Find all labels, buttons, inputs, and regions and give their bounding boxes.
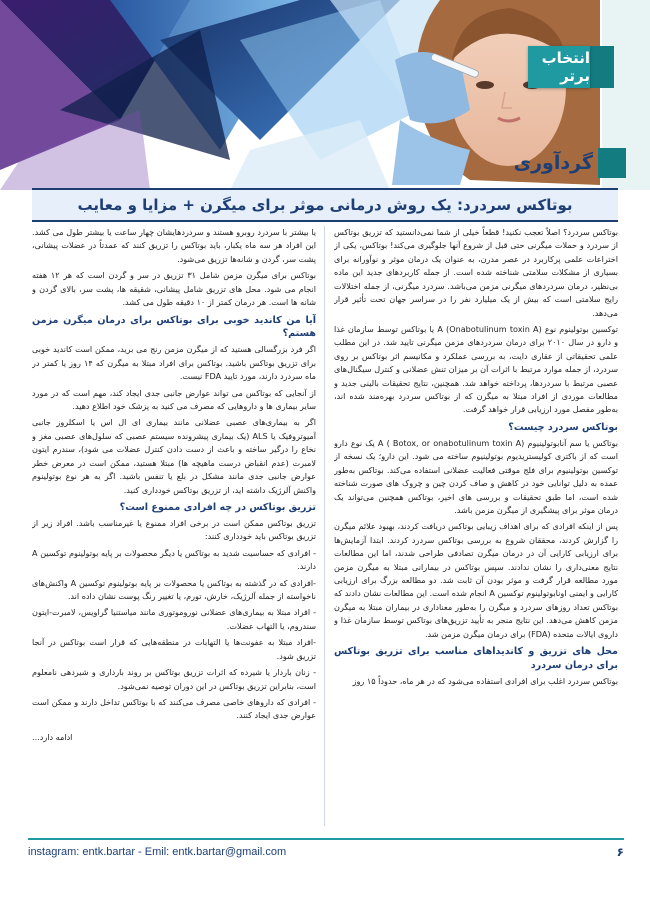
paragraph: از آنجایی که بوتاکس می تواند عوارض جانبی جدی ایجاد کند، مهم است که در مورد سایر بیماری ها و داروهایی که مصرف می کنید به پزشک خود اطلاع دهید. bbox=[32, 387, 316, 412]
footer bbox=[28, 838, 624, 858]
page-number: ۶ bbox=[616, 845, 624, 859]
section-heading: تزریق بوتاکس در چه افرادی ممنوع است؟ bbox=[119, 501, 316, 513]
list-item: - زنان باردار یا شیرده که اثرات تزریق بوتاکس بر روند بارداری و شیردهی نامعلوم است، بنابراین تزریق بوتاکس در این دوران توصیه نمی‌شود. bbox=[32, 667, 316, 691]
paragraph: پس از اینکه افرادی که برای اهداف زیبایی بوتاکس دریافت کردند، بهبود علائم میگرن را گزارش کردند، محققان شروع به بررسی بوتاکس سردرد کردند. ابتدا آزمایش‌ها برای ارزیابی کارایی آن در درمان میگرن تصادفی طراحی شدند، اما این مطالعات نتایج معنی‌داری را نشان ندادند. سپس بوتاکس در بیمارانی مبتلا به میگرن مزمن مورد مطالعه قرار گرفت و موثر بودن آن ثابت شد. دو مطالعه بزرگ برای ارزیابی کارایی و ایمنی اونابوتولینوم توکسین A انجام شده است. این مطالعات نشان دادند که بوتاکس تعداد روزهای سردرد و میگرن را به‌طور معناداری در بیماران مبتلا به میگرن مزمن کاهش می‌دهد. این نتایج منجر به تأیید تزریق‌های بوتاکس توسط سازمان غذا و داروی ایالات متحده (FDA) برای درمان میگرن مزمن شد. bbox=[334, 521, 618, 639]
brand-ribbon bbox=[590, 46, 614, 88]
paragraph: بوتاکس برای میگرن مزمن شامل ۳۱ تزریق در سر و گردن است که هر ۱۲ هفته انجام می شود. محل های تزریق شامل پیشانی، شقیقه ها، پشت سر، بالای گردن و شانه ها است. هر درمان کمتر از ۱۰ دقیقه طول می کشد. bbox=[32, 270, 316, 308]
paragraph: تزریق بوتاکس ممکن است در برخی افراد ممنوع یا غیرمناسب باشد. افراد زیر از تزریق بوتاکس باید خودداری کنند: bbox=[32, 517, 316, 542]
right-column bbox=[334, 226, 618, 836]
continued-note: ادامه دارد... bbox=[32, 731, 73, 742]
section-heading: محل های تزریق و کاندیداهای مناسب برای تزریق بوتاکس برای درمان سردرد bbox=[334, 646, 618, 672]
paragraph: توکسین بوتولینوم نوع A (Onabotulinum toxin A) یا بوتاکس توسط سازمان غذا و دارو در سال ۲۰۱۰ برای درمان سردردهای مزمن میگرنی تایید شد. در این مطلب علمی تحقیقاتی از عقاری دایت، به بررسی عملکرد و مکانیسم اثر بوتاکس بر روی سردرد، از جمله موارد مرتبط با اثرات آن بر میزان تنش عضلانی و کنترل سیگنال‌های عصبی مرتبط با سردردها، پرداخته خواهد شد. همچنین، نتایج تحقیقات بالینی جدید و مطالعات موردی از افراد مبتلا به میگرن که از بوتاکس سردرد بهره‌مند شده اند، به‌طور مفصل مورد ارزیابی قرار خواهد گرفت. bbox=[334, 323, 618, 415]
list-item: - افرادی که حساسیت شدید به بوتاکس یا دیگر محصولات بر پایه بوتولینوم توکسین A دارند. bbox=[32, 547, 316, 572]
paragraph: اگر فرد بزرگسالی هستید که از میگرن مزمن رنج می برید، ممکن است کاندید خوبی برای تزریق بوتاکس باشید. بوتاکس برای افراد مبتلا به میگرن که ۱۴ روز یا کمتر در ماه سردرد دارند، مورد تایید FDA نیست. bbox=[32, 344, 316, 382]
section-heading: آیا من کاندید خوبی برای بوتاکس برای درمان میگرن مزمن هستم؟ bbox=[32, 314, 316, 340]
section-heading: بوتاکس سردرد چیست؟ bbox=[508, 421, 618, 433]
section-label: گردآوری bbox=[513, 152, 593, 174]
paragraph: بوتاکس یا سم آنابوتولینیوم A ( Botox, or onabotulinum toxin A) یک نوع دارو است که از باکتری کولیستریدیوم بوتولینیوم ساخته می شود. این دارو؛ یک نسخه از توکسین بوتولینیوم برای فلج موقتی فعالیت عضلانی استفاده می‌کند. بوتاکس به‌طور عمده به دلیل توانایی خود در کاهش و صاف کردن چین و چروک های صورت شناخته شده است، اما طبق تحقیقات و بررسی های اخیر، بوتاکس همچنین می‌تواند یک درمان موثر برای پیشگیری از میگرن مزمن باشد. bbox=[334, 437, 618, 515]
footer-contact: instagram: entk.bartar - Emil: entk.bartar@gmail.com bbox=[28, 846, 287, 858]
paragraph: بوتاکس سردرد اغلب برای افرادی استفاده می‌شود که در هر ماه، حدوداً ۱۵ روز bbox=[352, 675, 618, 686]
paragraph: اگر به بیماری‌های عصبی عضلانی مانند بیماری ای ال اس یا اسکلروز جانبی آمیوتروفیک یا ALS (یک بیماری پیشرونده سیستم عصبی که سلول‌های عصبی مغز و نخاع را درگیر ساخته و باعث از دست دادن کنترل عضلات می شود)، سندرم ایتون لامبرت (عدم انقباض درست ماهیچه ها) مبتلا هستید، ممکن است در معرض خطر عوارض جانبی جدی مانند مشکل در بلع یا تنفس باشید. اگر به هر نوع بوتولینوم واکنش آلرژیک داشته اید، از تزریق بوتاکس خودداری کنید. bbox=[32, 417, 316, 495]
brand-logo: انتخاب برتر bbox=[528, 46, 590, 88]
list-item: - افرادی که داروهای خاصی مصرف می‌کنند که با بوتاکس تداخل دارند و ممکن است عوارض جدی ایجاد کنند. bbox=[32, 696, 316, 721]
list-item: - افراد مبتلا به بیماری‌های عضلانی نوروموتوری مانند میاستنیا گراویس، لامبرت-ایتون سندروم، یا التهاب عضلات. bbox=[32, 607, 316, 631]
paragraph: بوتاکس سردرد؟ اصلاً تعجب نکنید! قطعاً خیلی از شما نمی‌دانستید که تزریق بوتاکس از سردرد و حملات میگرنی حتی قبل از شروع آنها جلوگیری می‌کند! بوتاکس، یکی از اختراعات علمی پرکاربرد در عصر مدرن، به عنوان یک درمان موثر و نوآورانه برای بسیاری از مشکلات سلامتی شناخته شده است. از جمله کاربردهای جدید این ماده بی‌نظیر، درمان سردردهای میگرنی مزمن می‌باشد. سردرد میگرنی، از جمله اختلالات رایج سلامتی است که بیش از یک میلیارد نفر را در سراسر جهان تحت تأثیر قرار می‌دهد. bbox=[334, 227, 618, 318]
paragraph: یا بیشتر با سردرد روبرو هستند و سردردهایشان چهار ساعت یا بیشتر طول می کشد. این افراد هر سه ماه یکبار، باید بوتاکس را تزریق کنند که عمدتاً در عضلات پیشانی، پشت سر، گردن و شانه‌ها تزریق می‌شود. bbox=[32, 227, 316, 264]
list-item: -افراد مبتلا به عفونت‌ها یا التهابات در منطقه‌هایی که قرار است بوتاکس در آنجا تزریق شود. bbox=[32, 637, 316, 661]
list-item: -افرادی که در گذشته به بوتاکس یا محصولات بر پایه بوتولینوم توکسین A واکنش‌های ناخواسته از جمله آلرژیک، خارش، تورم، یا تغییر رنگ پوست نشان داده اند. bbox=[32, 577, 316, 601]
header-art bbox=[0, 0, 650, 190]
article-title-bar bbox=[32, 188, 618, 222]
column-divider bbox=[324, 226, 325, 826]
article-title: بوتاکس سردرد: یک روش درمانی موثر برای میگرن + مزایا و معایب bbox=[77, 196, 573, 214]
section-marker bbox=[598, 148, 626, 178]
left-column bbox=[32, 226, 316, 836]
